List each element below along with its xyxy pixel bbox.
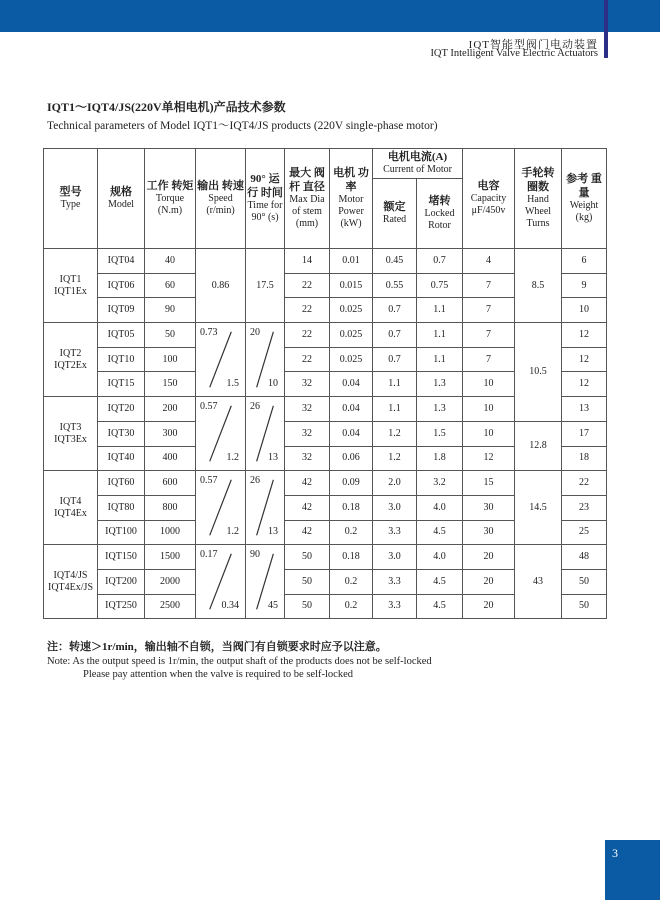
hand-wheel-cell: 12.8 xyxy=(515,421,562,470)
time-cell-max: 20 xyxy=(250,327,260,339)
capacity-cell: 30 xyxy=(463,495,515,520)
rated-current-cell: 0.45 xyxy=(373,249,417,274)
header-label: 电机 功率 xyxy=(333,167,369,193)
rated-current-cell: 2.0 xyxy=(373,471,417,496)
speed-cell-max: 0.57 xyxy=(200,475,218,487)
dia-cell: 22 xyxy=(285,298,330,323)
power-cell: 0.2 xyxy=(330,594,373,619)
col-locked xyxy=(417,179,463,249)
header-label: Time for 90° (s) xyxy=(247,199,283,223)
capacity-cell: 12 xyxy=(463,446,515,471)
col-capacity xyxy=(463,149,515,249)
torque-cell: 60 xyxy=(145,273,196,298)
header-title-en: IQT Intelligent Valve Electric Actuators xyxy=(430,48,598,59)
locked-current-cell: 3.2 xyxy=(417,471,463,496)
weight-cell: 6 xyxy=(562,249,607,274)
col-torque xyxy=(145,149,196,249)
model-cell: IQT09 xyxy=(98,298,145,323)
power-cell: 0.18 xyxy=(330,495,373,520)
weight-cell: 18 xyxy=(562,446,607,471)
weight-cell: 48 xyxy=(562,545,607,570)
torque-cell: 300 xyxy=(145,421,196,446)
rated-current-cell: 0.7 xyxy=(373,347,417,372)
table-row xyxy=(44,471,607,496)
power-cell: 0.06 xyxy=(330,446,373,471)
model-cell: IQT200 xyxy=(98,569,145,594)
type-cell: IQT4 IQT4Ex xyxy=(44,471,98,545)
locked-current-cell: 1.3 xyxy=(417,372,463,397)
col-speed xyxy=(196,149,246,249)
dia-cell: 32 xyxy=(285,372,330,397)
rated-current-cell: 3.0 xyxy=(373,545,417,570)
header-label: 电机电流(A) xyxy=(387,150,448,163)
torque-cell: 100 xyxy=(145,347,196,372)
weight-cell: 50 xyxy=(562,569,607,594)
capacity-cell: 30 xyxy=(463,520,515,545)
power-cell: 0.2 xyxy=(330,569,373,594)
rated-current-cell: 3.0 xyxy=(373,495,417,520)
col-hand xyxy=(515,149,562,249)
table-row xyxy=(44,545,607,570)
weight-cell: 50 xyxy=(562,594,607,619)
capacity-cell: 7 xyxy=(463,273,515,298)
dia-cell: 50 xyxy=(285,545,330,570)
speed-cell-max: 0.73 xyxy=(200,327,218,339)
dia-cell: 32 xyxy=(285,446,330,471)
torque-cell: 150 xyxy=(145,372,196,397)
header-label: Max Dia of stem (mm) xyxy=(289,193,325,229)
header-label: Capacity μF/450v xyxy=(470,193,507,217)
power-cell: 0.025 xyxy=(330,323,373,348)
torque-cell: 2000 xyxy=(145,569,196,594)
header-band xyxy=(0,0,660,32)
speed-cell: 0.86 xyxy=(196,249,246,323)
hand-wheel-cell: 8.5 xyxy=(515,249,562,323)
col-dia xyxy=(285,149,330,249)
capacity-cell: 7 xyxy=(463,298,515,323)
power-cell: 0.09 xyxy=(330,471,373,496)
capacity-cell: 7 xyxy=(463,347,515,372)
speed-cell-max: 0.17 xyxy=(200,549,218,561)
power-cell: 0.04 xyxy=(330,397,373,422)
model-cell: IQT80 xyxy=(98,495,145,520)
locked-current-cell: 4.5 xyxy=(417,569,463,594)
rated-current-cell: 3.3 xyxy=(373,520,417,545)
header-label: 最大 阀杆 直径 xyxy=(289,167,325,193)
torque-cell: 800 xyxy=(145,495,196,520)
hand-wheel-cell: 14.5 xyxy=(515,471,562,545)
rated-current-cell: 0.55 xyxy=(373,273,417,298)
header-title-cn: IQT智能型阀门电动装置 xyxy=(468,39,598,51)
col-power xyxy=(330,149,373,249)
rated-current-cell: 1.2 xyxy=(373,446,417,471)
power-cell: 0.01 xyxy=(330,249,373,274)
time-cell xyxy=(246,545,285,619)
dia-cell: 22 xyxy=(285,273,330,298)
dia-cell: 42 xyxy=(285,495,330,520)
time-cell xyxy=(246,471,285,545)
power-cell: 0.04 xyxy=(330,421,373,446)
time-cell-min: 45 xyxy=(268,600,278,612)
locked-current-cell: 1.8 xyxy=(417,446,463,471)
power-cell: 0.025 xyxy=(330,347,373,372)
time-cell: 17.5 xyxy=(246,249,285,323)
rated-current-cell: 1.1 xyxy=(373,372,417,397)
rated-current-cell: 1.2 xyxy=(373,421,417,446)
header-label: Hand Wheel Turns xyxy=(524,193,552,229)
power-cell: 0.04 xyxy=(330,372,373,397)
torque-cell: 1000 xyxy=(145,520,196,545)
note-en-line2: Please pay attention when the valve is required to be self-locked xyxy=(83,669,353,680)
table-row xyxy=(44,249,607,274)
tech-params-table xyxy=(43,148,607,619)
type-cell: IQT4/JS IQT4Ex/JS xyxy=(44,545,98,619)
torque-cell: 50 xyxy=(145,323,196,348)
torque-cell: 2500 xyxy=(145,594,196,619)
speed-cell-min: 1.5 xyxy=(226,378,239,390)
dia-cell: 22 xyxy=(285,323,330,348)
time-cell-max: 26 xyxy=(250,401,260,413)
rated-current-cell: 0.7 xyxy=(373,323,417,348)
dia-cell: 32 xyxy=(285,397,330,422)
model-cell: IQT05 xyxy=(98,323,145,348)
torque-cell: 400 xyxy=(145,446,196,471)
locked-current-cell: 1.3 xyxy=(417,397,463,422)
locked-current-cell: 0.7 xyxy=(417,249,463,274)
torque-cell: 1500 xyxy=(145,545,196,570)
locked-current-cell: 4.5 xyxy=(417,594,463,619)
locked-current-cell: 4.0 xyxy=(417,495,463,520)
time-cell-min: 13 xyxy=(268,452,278,464)
dia-cell: 14 xyxy=(285,249,330,274)
speed-cell-max: 0.57 xyxy=(200,401,218,413)
rated-current-cell: 3.3 xyxy=(373,594,417,619)
torque-cell: 40 xyxy=(145,249,196,274)
model-cell: IQT100 xyxy=(98,520,145,545)
header-label: 型号 xyxy=(59,185,82,198)
table-row xyxy=(44,421,607,446)
time-cell xyxy=(246,323,285,397)
speed-cell-min: 1.2 xyxy=(226,452,239,464)
model-cell: IQT30 xyxy=(98,421,145,446)
header-label: Rated xyxy=(382,214,407,226)
power-cell: 0.18 xyxy=(330,545,373,570)
weight-cell: 17 xyxy=(562,421,607,446)
capacity-cell: 20 xyxy=(463,594,515,619)
capacity-cell: 15 xyxy=(463,471,515,496)
speed-cell xyxy=(196,323,246,397)
header-label: Motor Power (kW) xyxy=(338,193,364,229)
header-label: 输出 转速 xyxy=(197,179,244,192)
weight-cell: 9 xyxy=(562,273,607,298)
note-cn: 注：转速＞1r/min，输出轴不自锁，当阀门有自锁要求时应予以注意。 xyxy=(47,641,387,653)
model-cell: IQT250 xyxy=(98,594,145,619)
col-type xyxy=(44,149,98,249)
header-divider xyxy=(604,0,608,58)
capacity-cell: 10 xyxy=(463,421,515,446)
locked-current-cell: 4.0 xyxy=(417,545,463,570)
rated-current-cell: 1.1 xyxy=(373,397,417,422)
header-label: 工作 转矩 xyxy=(146,179,194,192)
col-time xyxy=(246,149,285,249)
header-label: 手轮转 圈数 xyxy=(521,167,555,193)
col-weight xyxy=(562,149,607,249)
locked-current-cell: 1.1 xyxy=(417,347,463,372)
weight-cell: 12 xyxy=(562,372,607,397)
header-label: 参考 重量 xyxy=(566,173,602,199)
header-label: Current of Motor xyxy=(383,164,452,176)
header-label: Speed (r/min) xyxy=(206,193,235,217)
time-cell xyxy=(246,397,285,471)
dia-cell: 50 xyxy=(285,569,330,594)
header-label: Weight (kg) xyxy=(569,199,599,223)
weight-cell: 25 xyxy=(562,520,607,545)
hand-wheel-cell: 10.5 xyxy=(515,323,562,422)
time-cell-max: 26 xyxy=(250,475,260,487)
header-label: 电容 xyxy=(477,179,500,192)
hand-wheel-cell: 43 xyxy=(515,545,562,619)
weight-cell: 13 xyxy=(562,397,607,422)
speed-cell xyxy=(196,545,246,619)
table-row xyxy=(44,323,607,348)
col-model xyxy=(98,149,145,249)
type-cell: IQT2 IQT2Ex xyxy=(44,323,98,397)
header-label: Model xyxy=(107,199,135,211)
locked-current-cell: 1.1 xyxy=(417,298,463,323)
rated-current-cell: 0.7 xyxy=(373,298,417,323)
locked-current-cell: 1.5 xyxy=(417,421,463,446)
model-cell: IQT20 xyxy=(98,397,145,422)
capacity-cell: 10 xyxy=(463,372,515,397)
model-cell: IQT04 xyxy=(98,249,145,274)
power-cell: 0.2 xyxy=(330,520,373,545)
header-label: 额定 xyxy=(383,200,406,213)
model-cell: IQT40 xyxy=(98,446,145,471)
col-rated xyxy=(373,179,417,249)
header-label: Torque (N.m) xyxy=(155,193,185,217)
torque-cell: 200 xyxy=(145,397,196,422)
locked-current-cell: 0.75 xyxy=(417,273,463,298)
dia-cell: 42 xyxy=(285,471,330,496)
note-en-line1: Note: As the output speed is 1r/min, the output shaft of the products does not be self-locked xyxy=(47,656,432,667)
dia-cell: 22 xyxy=(285,347,330,372)
header-label: Locked Rotor xyxy=(424,208,455,232)
time-cell-min: 13 xyxy=(268,526,278,538)
weight-cell: 10 xyxy=(562,298,607,323)
capacity-cell: 4 xyxy=(463,249,515,274)
capacity-cell: 20 xyxy=(463,545,515,570)
table-body xyxy=(44,249,607,619)
section-title-cn: IQT1～IQT4/JS(220V单相电机)产品技术参数 xyxy=(47,100,286,114)
capacity-cell: 10 xyxy=(463,397,515,422)
power-cell: 0.015 xyxy=(330,273,373,298)
header-label: 90° 运行 时间 xyxy=(247,173,283,199)
model-cell: IQT150 xyxy=(98,545,145,570)
power-cell: 0.025 xyxy=(330,298,373,323)
header-label: 堵转 xyxy=(428,194,451,207)
capacity-cell: 20 xyxy=(463,569,515,594)
dia-cell: 42 xyxy=(285,520,330,545)
weight-cell: 12 xyxy=(562,347,607,372)
time-cell-min: 10 xyxy=(268,378,278,390)
model-cell: IQT06 xyxy=(98,273,145,298)
header-label: 规格 xyxy=(110,185,132,198)
torque-cell: 90 xyxy=(145,298,196,323)
locked-current-cell: 1.1 xyxy=(417,323,463,348)
rated-current-cell: 3.3 xyxy=(373,569,417,594)
type-cell: IQT3 IQT3Ex xyxy=(44,397,98,471)
page-number: 3 xyxy=(612,846,618,860)
dia-cell: 50 xyxy=(285,594,330,619)
type-cell: IQT1 IQT1Ex xyxy=(44,249,98,323)
locked-current-cell: 4.5 xyxy=(417,520,463,545)
weight-cell: 23 xyxy=(562,495,607,520)
time-cell-max: 90 xyxy=(250,549,260,561)
weight-cell: 12 xyxy=(562,323,607,348)
capacity-cell: 7 xyxy=(463,323,515,348)
model-cell: IQT10 xyxy=(98,347,145,372)
speed-cell-min: 0.34 xyxy=(221,600,239,612)
header-label: Type xyxy=(60,199,81,211)
model-cell: IQT60 xyxy=(98,471,145,496)
speed-cell xyxy=(196,397,246,471)
speed-cell-min: 1.2 xyxy=(226,526,239,538)
speed-cell xyxy=(196,471,246,545)
weight-cell: 22 xyxy=(562,471,607,496)
model-cell: IQT15 xyxy=(98,372,145,397)
dia-cell: 32 xyxy=(285,421,330,446)
section-title-en: Technical parameters of Model IQT1～IQT4/JS products (220V single-phase motor) xyxy=(47,120,438,132)
torque-cell: 600 xyxy=(145,471,196,496)
col-current xyxy=(373,149,463,179)
